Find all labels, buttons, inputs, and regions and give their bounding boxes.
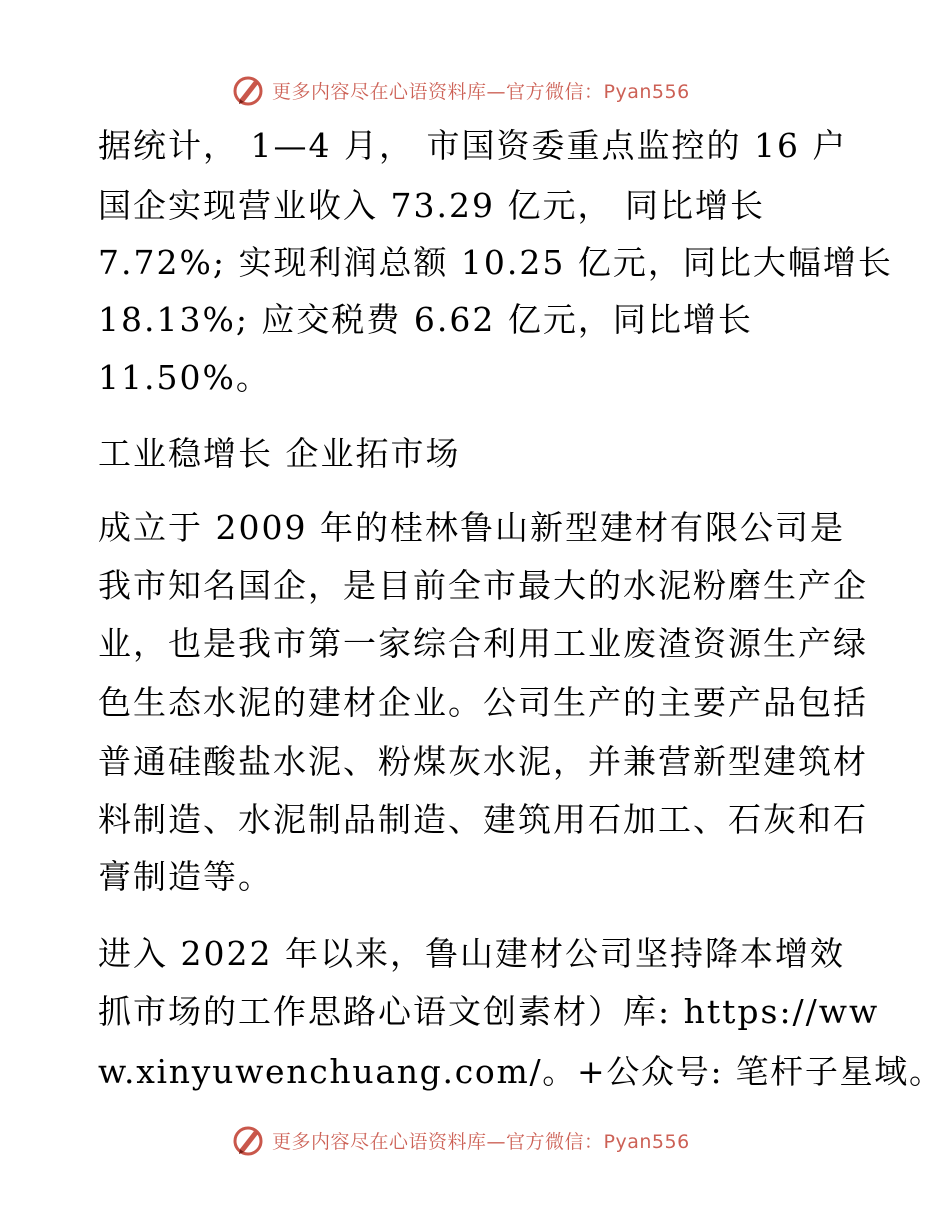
paragraph-line: 进入 2022 年以来，鲁山建材公司坚持降本增效 [98, 934, 845, 973]
pen-logo-icon [230, 1122, 266, 1158]
paragraph-line: 7.72%; 实现利润总额 10.25 亿元，同比大幅增长 [98, 243, 893, 282]
paragraph-line: 11.50%。 [98, 358, 271, 397]
paragraph-line: 料制造、水泥制品制造、建筑用石加工、石灰和石 [98, 800, 868, 839]
paragraph-line: 普通硅酸盐水泥、粉煤灰水泥，并兼营新型建筑材 [98, 742, 868, 781]
paragraph-line: 我市知名国企，是目前全市最大的水泥粉磨生产企 [98, 566, 868, 605]
paragraph-line: 抓市场的工作思路心语文创素材）库: https://ww [98, 992, 880, 1031]
paragraph-line: 国企实现营业收入 73.29 亿元， 同比增长 [98, 186, 765, 225]
section-heading: 工业稳增长 企业拓市场 [98, 434, 461, 473]
watermark-text: 更多内容尽在心语资料库—官方微信：Pyan556 [272, 1130, 690, 1153]
paragraph-line: 业，也是我市第一家综合利用工业废渣资源生产绿 [98, 624, 868, 663]
watermark-banner-bottom [230, 1120, 690, 1160]
watermark-banner-top [230, 70, 690, 110]
paragraph-line: 膏制造等。 [98, 857, 273, 896]
paragraph-line: 18.13%; 应交税费 6.62 亿元，同比增长 [98, 300, 753, 339]
paragraph-line: 成立于 2009 年的桂林鲁山新型建材有限公司是 [98, 508, 845, 547]
pen-logo-icon [230, 72, 266, 108]
paragraph-line: 据统计， 1—4 月， 市国资委重点监控的 16 户 [98, 126, 848, 165]
paragraph-line: 色生态水泥的建材企业。公司生产的主要产品包括 [98, 683, 868, 722]
watermark-text: 更多内容尽在心语资料库—官方微信：Pyan556 [272, 80, 690, 103]
paragraph-line: w.xinyuwenchuang.com/。+公众号: 笔杆子星域。 [98, 1052, 944, 1091]
